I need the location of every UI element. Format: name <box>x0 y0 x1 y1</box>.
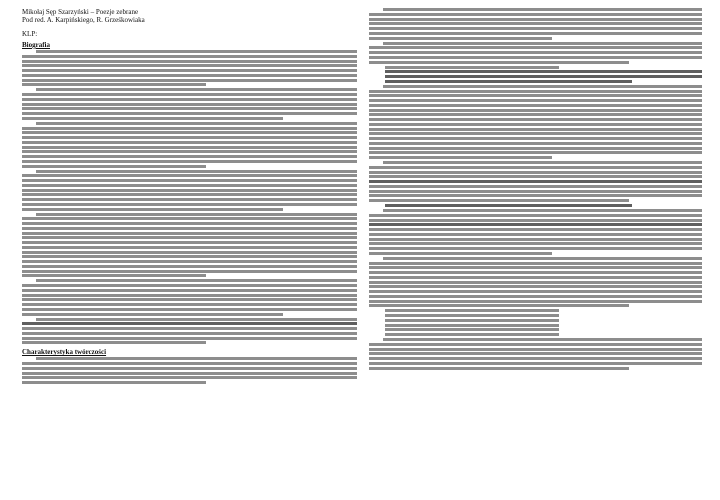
paragraph-4 <box>22 170 357 211</box>
biography-heading: Biografia <box>22 41 50 49</box>
paragraph-6 <box>22 279 357 315</box>
characteristics-heading: Charakterystyka twórczości <box>22 348 107 357</box>
klp-label: KLP: <box>22 30 38 38</box>
right-quote-1 <box>385 66 702 83</box>
paragraph-1 <box>22 50 357 86</box>
right-paragraph-2 <box>369 42 702 64</box>
right-paragraph-5 <box>369 209 702 255</box>
right-paragraph-4 <box>369 161 702 202</box>
right-paragraph-6 <box>369 257 702 308</box>
right-paragraph-1 <box>369 8 702 40</box>
right-paragraph-3 <box>369 85 702 159</box>
paragraph-2 <box>22 88 357 120</box>
left-column <box>22 8 357 490</box>
paragraph-3 <box>22 122 357 168</box>
book-title: Mikołaj Sęp Szarzyński – Poezje zebrane <box>22 8 139 16</box>
right-quote-2 <box>385 204 702 207</box>
verse-fragment <box>385 309 702 336</box>
right-column <box>369 8 702 490</box>
paragraph-8 <box>22 357 357 384</box>
paragraph-7 <box>22 318 357 345</box>
right-paragraph-7 <box>369 338 702 370</box>
paragraph-5 <box>22 213 357 278</box>
book-editors: Pod red. A. Karpińskiego, R. Grześkowiaka <box>22 16 145 24</box>
